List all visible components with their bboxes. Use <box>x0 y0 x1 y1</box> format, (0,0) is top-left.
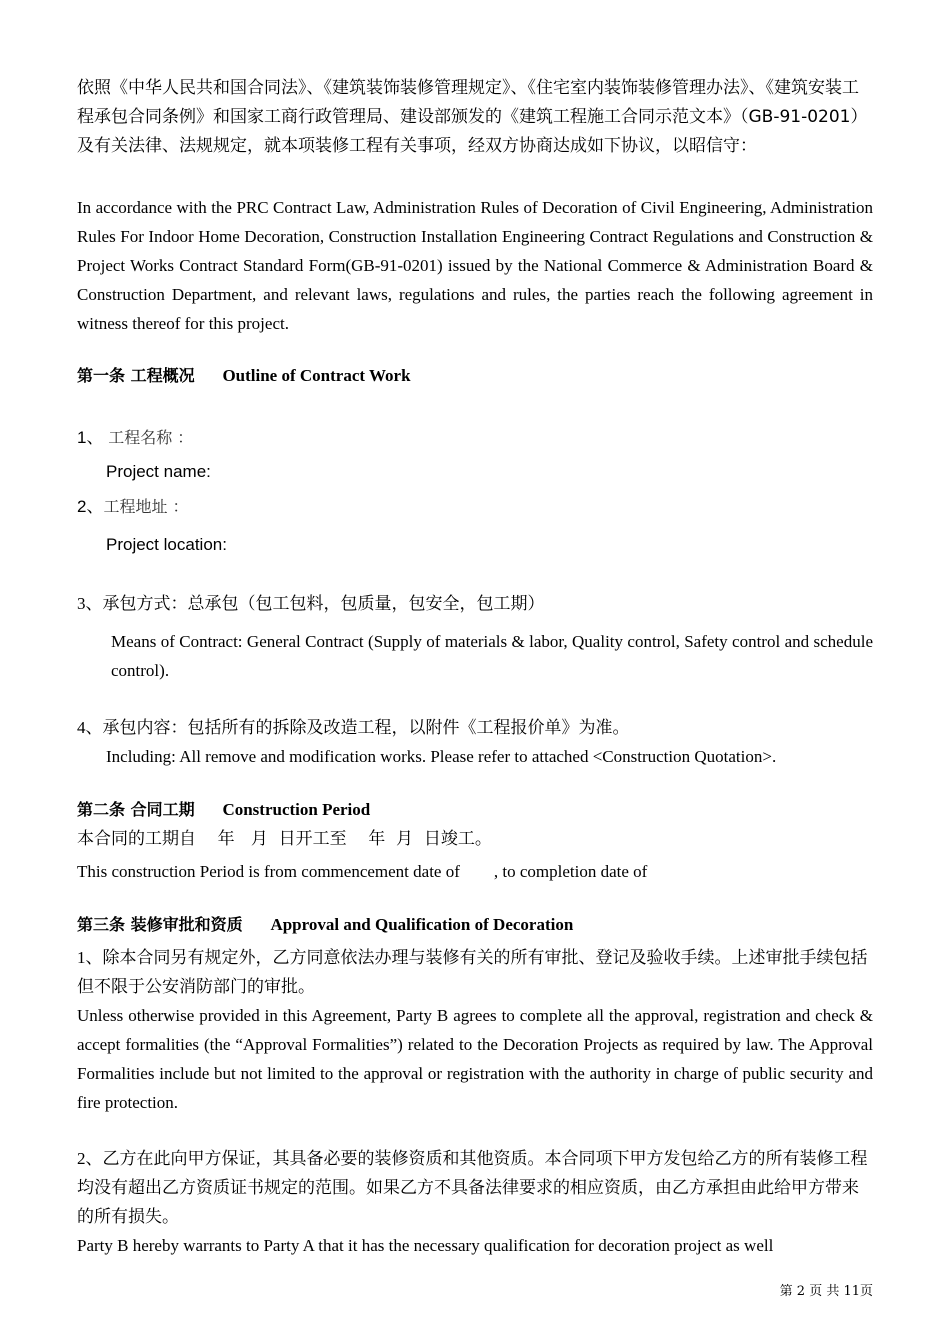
item4-number: 4、 <box>77 718 103 737</box>
item1-number: 1、 <box>77 428 104 447</box>
item3-cn: 承包方式：总承包（包工包料，包质量，包安全，包工期） <box>102 594 545 614</box>
article1-heading-cn: 第一条 工程概况 <box>77 366 195 385</box>
article3-p1-number: 1、 <box>77 948 103 967</box>
intro-english: In accordance with the PRC Contract Law, Administration Rules of Decoration of Civil Engineering, Administration Rules For Indoor Home Decoration, Construction Installation Engineering Contract Regulations and Construction & Project Works Contract Standard Form(GB-91-0201) issued by the National Commerce & Administration Board & Construction Department, and relevant laws, regulations and rules, the parties reach the following agreement in witness thereof for this project. <box>77 198 873 333</box>
item4-line <box>77 713 873 743</box>
intro-chinese: 依照《中华人民共和国合同法》、《建筑装饰装修管理规定》、《住宅室内装饰装修管理办法》、《建筑安装工程承包合同条例》和国家工商行政管理局、建设部颁发的《建筑工程施工合同示范文本》（GB-91-0201）及有关法律、法规规定，就本项装修工程有关事项，经双方协商达成如下协议，以昭信守： <box>77 78 868 156</box>
article2-cn: 本合同的工期自 年 月 日开工至 年 月 日竣工。 <box>77 829 492 849</box>
article2-heading <box>77 796 873 824</box>
article3-p1-cn-text: 除本合同另有规定外，乙方同意依法办理与装修有关的所有审批、登记及验收手续。上述审批手续包括但不限于公安消防部门的审批。 <box>77 948 868 997</box>
article3-heading <box>77 911 873 939</box>
item3-line <box>77 589 873 619</box>
article3-p2-number: 2、 <box>77 1149 103 1168</box>
item4-cn: 承包内容：包括所有的拆除及改造工程，以附件《工程报价单》为准。 <box>102 718 630 738</box>
item2-label-cn: 工程地址 ： <box>103 497 189 516</box>
article3-p2-cn-text: 乙方在此向甲方保证，其具备必要的装修资质和其他资质。本合同项下甲方发包给乙方的所有装修工程均没有超出乙方资质证书规定的范围。如果乙方不具备法律要求的相应资质，由乙方承担由此给甲方带来的所有损失。 <box>77 1149 868 1227</box>
item1-line <box>77 424 873 452</box>
item2-number: 2、 <box>77 497 104 516</box>
article3-p2-cn <box>77 1144 873 1232</box>
article3-p2-en: Party B hereby warrants to Party A that it has the necessary qualification for decoration project as well <box>77 1236 774 1255</box>
item4-en: Including: All remove and modification works. Please refer to attached <Construction Quotation>. <box>106 747 777 766</box>
article3-heading-cn: 第三条 装修审批和资质 <box>77 915 243 934</box>
article1-heading <box>77 362 873 390</box>
item1-label-en: Project name: <box>106 462 211 481</box>
item3-en: Means of Contract: General Contract (Supply of materials & labor, Quality control, Safety control and schedule control). <box>111 632 873 680</box>
item2-line <box>77 493 873 521</box>
article2-heading-cn: 第二条 合同工期 <box>77 800 195 819</box>
article1-heading-en: Outline of Contract Work <box>222 366 411 385</box>
item3-number: 3、 <box>77 594 103 613</box>
item1-label-cn: 工程名称 ： <box>108 428 194 447</box>
article3-p1-en: Unless otherwise provided in this Agreement, Party B agrees to complete all the approval, registration and check & accept formalities (the “Approval Formalities”) related to the Decoration Projects as required by law. The Approval Formalities include but not limited to the approval or registration with the authority in charge of public security and fire protection. <box>77 1006 873 1112</box>
article2-heading-en: Construction Period <box>222 800 371 819</box>
item2-label-en: Project location: <box>106 535 227 554</box>
article3-heading-en: Approval and Qualification of Decoration <box>270 915 574 934</box>
article2-en: This construction Period is from commencement date of , to completion date of <box>77 862 648 881</box>
page-number-footer: 第 2 页 共 11页 <box>779 1284 873 1299</box>
article3-p1-cn <box>77 943 873 1002</box>
